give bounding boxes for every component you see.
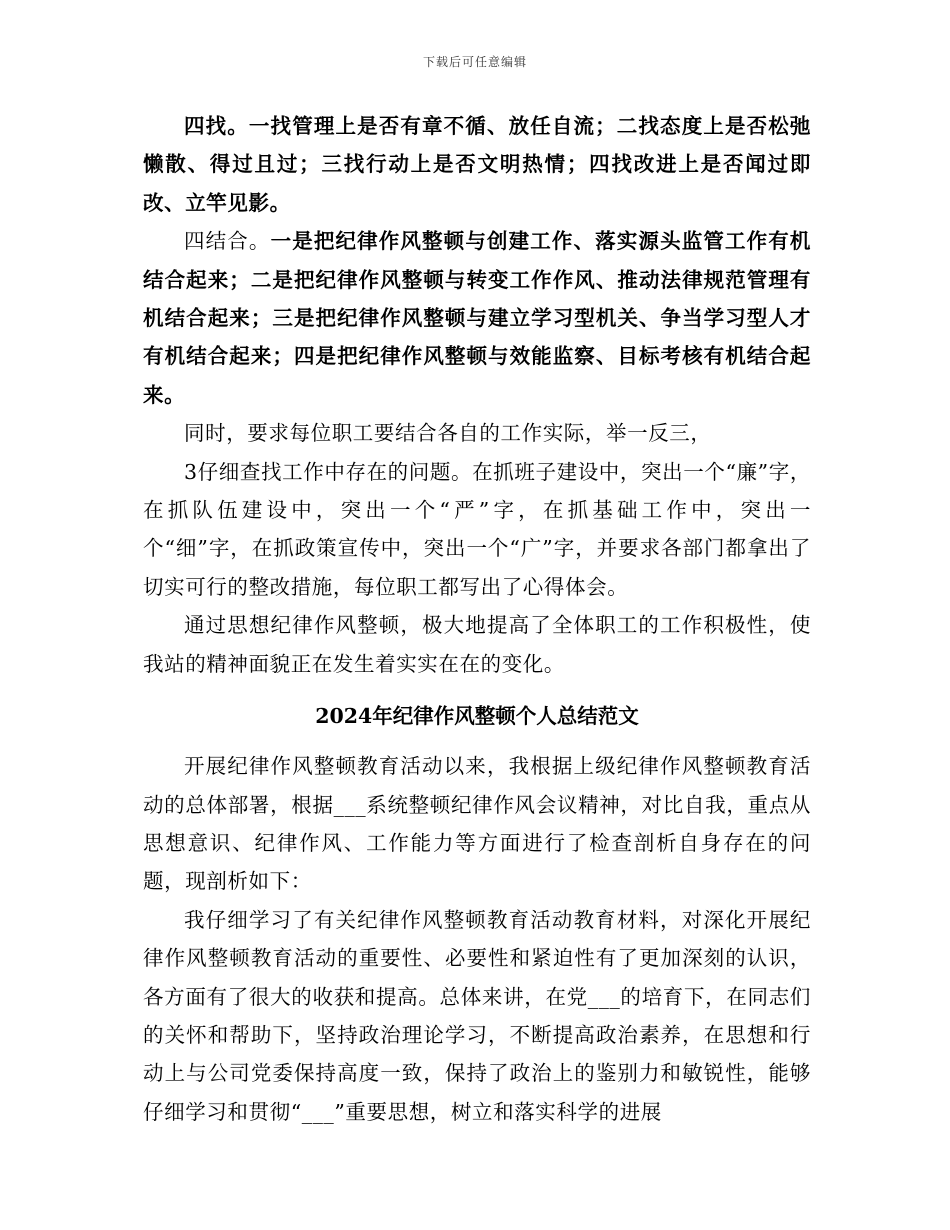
paragraph-intro: 开展纪律作风整顿教育活动以来，我根据上级纪律作风整顿教育活动的总体部署，根据___系统整顿纪律作风会议精神，对比自我，重点从思想意识、纪律作风、工作能力等方面进行了检查剖析自身存在的问题，现剖析如下： [143,754,811,894]
paragraph-body: 一是把纪律作风整顿与创建工作、落实源头监管工作有机结合起来；二是把纪律作风整顿与转变工作作风、推动法律规范管理有机结合起来；三是把纪律作风整顿与建立学习型机关、争当学习型人才有机结合起来；四是把纪律作风整顿与效能监察、目标考核有机结合起来。 [143,229,811,407]
paragraph-self-check: 3仔细查找工作中存在的问题。在抓班子建设中，突出一个“廉”字，在抓队伍建设中，突出一个“严”字，在抓基础工作中，突出一个“细”字，在抓政策宣传中，突出一个“广”字，并要求各部门都拿出了切实可行的整改措施，每位职工都写出了心得体会。 [143,459,811,599]
paragraph-result: 通过思想纪律作风整顿，极大地提高了全体职工的工作积极性，使我站的精神面貌正在发生着实实在在的变化。 [143,613,811,676]
document-body [143,107,811,1131]
paragraph-requirement: 同时，要求每位职工要结合各自的工作实际，举一反三， [184,421,712,446]
paragraph-study: 我仔细学习了有关纪律作风整顿教育活动教育材料，对深化开展纪律作风整顿教育活动的重要性、必要性和紧迫性有了更加深刻的认识，各方面有了很大的收获和提高。总体来讲，在党___的培育下，在同志们的关怀和帮助下，坚持政治理论学习，不断提高政治素养，在思想和行动上与公司党委保持高度一致，保持了政治上的鉴别力和敏锐性，能够仔细学习和贯彻“___”重要思想，树立和落实科学的进展 [143,907,811,1124]
paragraph-four-combinations [143,222,811,414]
paragraph-four-finds: 四找。一找管理上是否有章不循、放任自流；二找态度上是否松弛懒散、得过且过；三找行动上是否文明热情；四找改进上是否闻过即改、立竿见影。 [143,114,811,215]
section-title: 2024年纪律作风整顿个人总结范文 [315,704,639,729]
header-note: 下载后可任意编辑 [422,55,527,69]
paragraph-lead: 四结合。 [184,229,271,254]
